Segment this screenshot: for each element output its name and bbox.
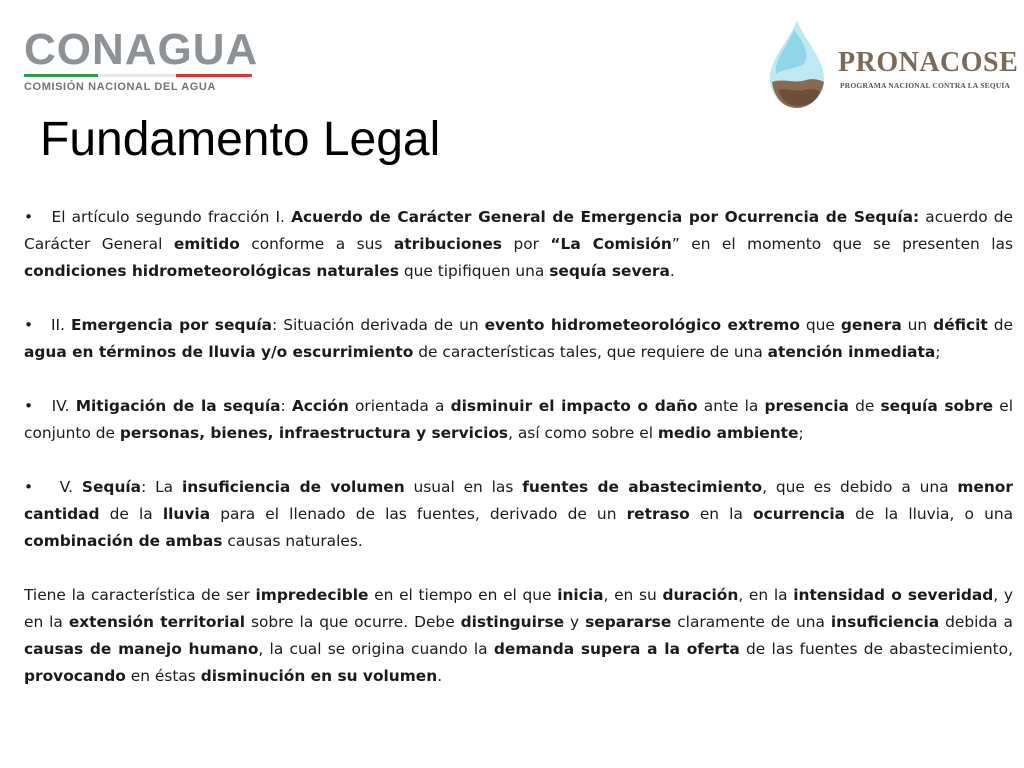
bullet-icon: • bbox=[24, 316, 34, 334]
text-segment: de la lluvia, o una bbox=[845, 505, 1014, 523]
bold-text: Emergencia por sequía bbox=[70, 316, 273, 334]
legal-paragraph bbox=[24, 312, 1013, 366]
text-segment: ante la bbox=[697, 397, 765, 415]
text-segment: sobre la que ocurre. Debe bbox=[245, 613, 461, 631]
logo-stripe-red bbox=[176, 74, 252, 77]
text-segment: que bbox=[799, 316, 841, 334]
text-segment: : La bbox=[141, 478, 182, 496]
text-segment: ; bbox=[798, 424, 804, 442]
bold-text: agua en términos de lluvia y/o escurrimiento bbox=[24, 343, 414, 361]
text-segment: ; bbox=[935, 343, 941, 361]
bold-text: genera bbox=[840, 316, 902, 334]
bold-text: demanda supera a la oferta bbox=[493, 640, 740, 658]
text-segment: conforme a sus bbox=[239, 235, 394, 253]
water-drop-icon bbox=[764, 18, 830, 110]
text-segment: que tipifiquen una bbox=[398, 262, 550, 280]
bold-text: sequía sobre bbox=[880, 397, 994, 415]
bold-text: personas, bienes, infraestructura y servicios bbox=[119, 424, 509, 442]
bold-text: duración bbox=[662, 586, 739, 604]
text-segment: para el llenado de las fuentes, derivado de un bbox=[210, 505, 627, 523]
text-segment: un bbox=[901, 316, 934, 334]
text-segment: el conjunto de bbox=[24, 397, 1014, 442]
bullet-icon: • bbox=[24, 478, 34, 496]
text-segment: causas naturales. bbox=[222, 532, 363, 550]
bold-text: intensidad o severidad bbox=[793, 586, 994, 604]
bold-text: disminuir el impacto o daño bbox=[450, 397, 698, 415]
logo-stripe-green bbox=[24, 74, 98, 77]
bullet-icon: • bbox=[24, 208, 34, 226]
bold-text: separarse bbox=[585, 613, 672, 631]
bold-text: Acuerdo de Carácter General de Emergencia por Ocurrencia de Sequía: bbox=[291, 208, 920, 226]
bold-text: disminución en su volumen bbox=[200, 667, 438, 685]
text-segment: , que es debido a una bbox=[762, 478, 958, 496]
legal-paragraph bbox=[24, 582, 1013, 690]
text-segment: en la bbox=[689, 505, 754, 523]
logo-stripe-white bbox=[98, 74, 176, 77]
bold-text: emitido bbox=[173, 235, 240, 253]
bold-text: causas de manejo humano bbox=[24, 640, 259, 658]
pronacose-logo bbox=[764, 18, 1019, 113]
text-segment: , en su bbox=[603, 586, 663, 604]
bold-text: distinguirse bbox=[460, 613, 565, 631]
bold-text: presencia bbox=[764, 397, 849, 415]
text-segment: de la bbox=[99, 505, 163, 523]
conagua-logo-subtitle: COMISIÓN NACIONAL DEL AGUA bbox=[24, 81, 217, 93]
bold-text: déficit bbox=[933, 316, 988, 334]
text-segment: en el tiempo en el que bbox=[368, 586, 558, 604]
bold-text: insuficiencia de volumen bbox=[181, 478, 405, 496]
text-segment: , la cual se origina cuando la bbox=[258, 640, 494, 658]
bold-text: Acción bbox=[291, 397, 349, 415]
bold-text: condiciones hidrometeorológicas naturales bbox=[24, 262, 399, 280]
text-segment: de las fuentes de abastecimiento, bbox=[739, 640, 1013, 658]
text-segment: IV. bbox=[51, 397, 76, 415]
bold-text: fuentes de abastecimiento bbox=[522, 478, 763, 496]
text-segment: de bbox=[987, 316, 1014, 334]
conagua-logo bbox=[24, 25, 259, 93]
page-title: Fundamento Legal bbox=[40, 113, 441, 166]
bold-text: lluvia bbox=[162, 505, 211, 523]
bold-text: inicia bbox=[557, 586, 604, 604]
text-segment: ” en el momento que se presenten las bbox=[671, 235, 1013, 253]
bold-text: ocurrencia bbox=[753, 505, 846, 523]
bullet-icon: • bbox=[24, 397, 34, 415]
text-segment: V. bbox=[59, 478, 82, 496]
bold-text: extensión territorial bbox=[68, 613, 246, 631]
text-segment: por bbox=[501, 235, 551, 253]
bold-text: atención inmediata bbox=[767, 343, 936, 361]
pronacose-logo-subtitle: PROGRAMA NACIONAL CONTRA LA SEQUÍA bbox=[840, 81, 1011, 90]
pronacose-logo-text: PRONACOSE bbox=[838, 47, 1019, 78]
text-segment: de características tales, que requiere de una bbox=[413, 343, 768, 361]
text-segment: de bbox=[848, 397, 881, 415]
text-segment: , en la bbox=[738, 586, 794, 604]
text-segment: El artículo segundo fracción I. bbox=[51, 208, 292, 226]
bold-text: atribuciones bbox=[393, 235, 502, 253]
text-segment: . bbox=[437, 667, 443, 685]
text-segment: . bbox=[669, 262, 675, 280]
text-segment: , y en la bbox=[24, 586, 1013, 631]
text-segment: orientada a bbox=[348, 397, 451, 415]
text-segment: usual en las bbox=[404, 478, 523, 496]
bold-text: retraso bbox=[626, 505, 690, 523]
text-segment: en éstas bbox=[125, 667, 201, 685]
text-segment: claramente de una bbox=[671, 613, 831, 631]
text-segment: acuerdo de Carácter General bbox=[24, 208, 1014, 253]
bold-text: insuficiencia bbox=[830, 613, 940, 631]
bold-text: provocando bbox=[24, 667, 126, 685]
text-segment: , así como sobre el bbox=[508, 424, 658, 442]
bold-text: evento hidrometeorológico extremo bbox=[484, 316, 800, 334]
bold-text: Sequía bbox=[81, 478, 142, 496]
bold-text: “La Comisión bbox=[550, 235, 672, 253]
bold-text: menor cantidad bbox=[24, 478, 1013, 523]
text-segment: y bbox=[564, 613, 586, 631]
text-segment: II. bbox=[51, 316, 71, 334]
bold-text: combinación de ambas bbox=[24, 532, 223, 550]
legal-paragraph bbox=[24, 204, 1013, 285]
conagua-logo-text: CONAGUA bbox=[24, 25, 259, 74]
legal-paragraph bbox=[24, 474, 1013, 555]
bold-text: impredecible bbox=[255, 586, 369, 604]
text-segment: Tiene la característica de ser bbox=[24, 586, 256, 604]
text-segment: debida a bbox=[939, 613, 1013, 631]
legal-paragraph bbox=[24, 393, 1013, 447]
legal-text-body bbox=[24, 204, 1013, 717]
text-segment: : bbox=[280, 397, 292, 415]
bold-text: sequía severa bbox=[549, 262, 670, 280]
bold-text: Mitigación de la sequía bbox=[75, 397, 281, 415]
bold-text: medio ambiente bbox=[657, 424, 799, 442]
text-segment: : Situación derivada de un bbox=[272, 316, 485, 334]
